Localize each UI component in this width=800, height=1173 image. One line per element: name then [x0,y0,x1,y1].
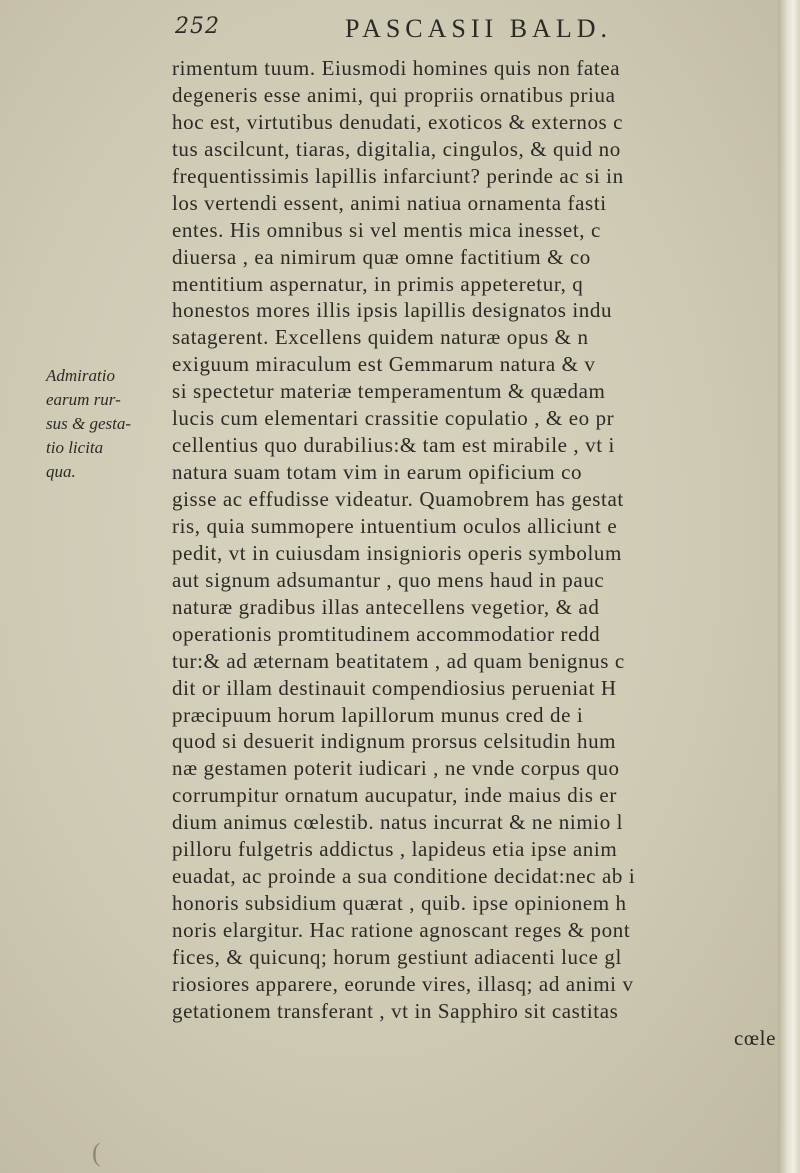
text-line: præcipuum horum lapillorum munus cred de i [172,702,584,727]
text-line: naturæ gradibus illas antecellens vegetior, & ad [172,594,600,619]
text-line: cellentius quo durabilius:& tam est mirabile , vt i [172,433,615,458]
text-line: si spectetur materiæ temperamentum & quædam [172,379,606,404]
text-line: honestos mores illis ipsis lapillis designatos indu [172,298,613,323]
marginal-note [46,364,166,484]
text-line: operationis promtitudinem accommodatior redd [172,621,601,646]
text-line: satagerent. Excellens quidem naturæ opus & n [172,325,589,350]
text-line: ris, quia summopere intuentium oculos alliciunt e [172,513,618,538]
catchword: cœle [733,1025,776,1050]
text-line: corrumpitur ornatum aucupatur, inde maius dis er [172,783,617,808]
text-line: honoris subsidium quærat , quib. ipse opinionem h [172,891,627,916]
text-line: tus ascilcunt, tiaras, digitalia, cingulos, & quid no [172,136,621,161]
text-line: degeneris esse animi, qui propriis ornatibus priua [172,82,616,107]
stray-mark: ( [92,1138,101,1167]
body-text [172,55,784,1052]
marginal-note-line: sus & gesta- [46,414,131,433]
marginal-note-line: Admiratio [46,366,115,385]
text-line: exiguum miraculum est Gemmarum natura & v [172,352,596,377]
text-line: hoc est, virtutibus denudati, exoticos & externos c [172,109,624,134]
text-line: getationem transferant , vt in Sapphiro sit castitas [172,998,619,1023]
text-line: entes. His omnibus si vel mentis mica inesset, c [172,217,601,242]
marginal-note-line: qua. [46,462,76,481]
page-number: 252 [175,14,220,39]
text-line: fices, & quicunq; horum gestiunt adiacenti luce gl [172,944,622,969]
marginal-note-line: tio licita [46,438,104,457]
text-line: frequentissimis lapillis infarciunt? perinde ac si in [172,163,624,188]
text-line: pedit, vt in cuiusdam insignioris operis symbolum [172,540,622,565]
text-line: riosiores apparere, eorunde vires, illasq; ad animi v [172,971,634,996]
text-line: dium animus cœlestib. natus incurrat & ne nimio l [172,810,624,835]
text-line: lucis cum elementari crassitie copulatio , & eo pr [172,406,615,431]
text-line: noris elargitur. Hac ratione agnoscant reges & pont [172,918,631,942]
text-line: næ gestamen poterit iudicari , ne vnde corpus quo [172,756,620,781]
text-line: aut signum adsumantur , quo mens haud in pauc [172,567,605,592]
text-line: natura suam totam vim in earum opificium co [172,460,583,485]
text-line: tur:& ad æternam beatitatem , ad quam benignus c [172,648,625,673]
text-line: diuersa , ea nimirum quæ omne factitium & co [172,244,591,269]
running-head: PASCASII BALD. [345,14,612,43]
text-line: pilloru fulgetris addictus , lapideus etia ipse anim [172,837,618,862]
text-line: mentitium aspernatur, in primis appeteretur, q [172,271,584,296]
page-header [175,14,765,50]
text-line: euadat, ac proinde a sua conditione decidat:nec ab i [172,864,636,889]
text-line: dit or illam destinauit compendiosius perueniat H [172,675,617,700]
text-line: los vertendi essent, animi natiua ornamenta fasti [172,190,607,215]
text-line: quod si desuerit indignum prorsus celsitudin hum [172,729,617,754]
text-line: rimentum tuum. Eiusmodi homines quis non fatea [172,56,621,80]
text-line: gisse ac effudisse videatur. Quamobrem has gestat [172,487,624,511]
marginal-note-line: earum rur- [46,390,121,409]
